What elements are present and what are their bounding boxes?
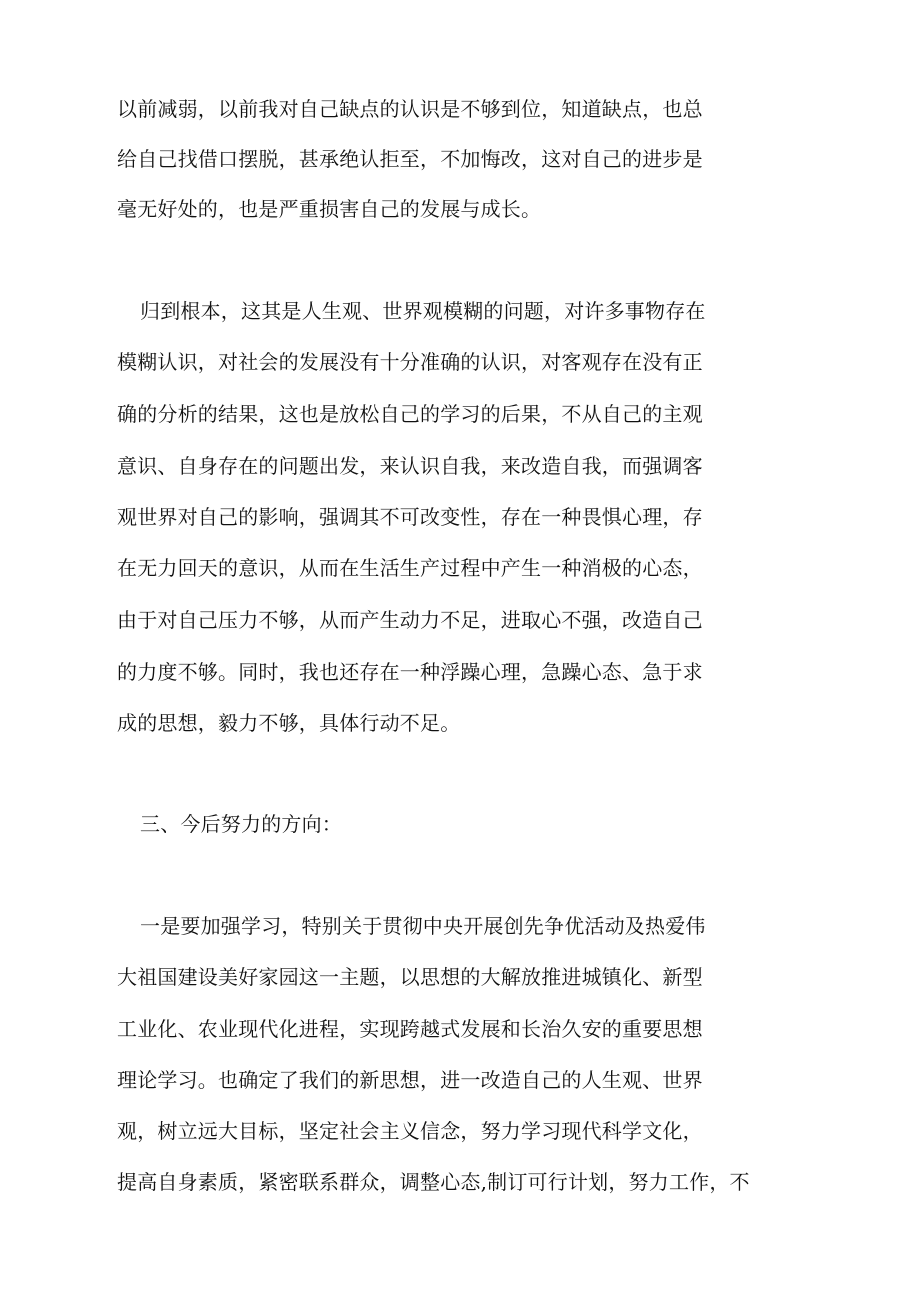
paragraph-2-line-5: 观世界对自己的影响，强调其不可改变性，存在一种畏惧心理，存 bbox=[117, 505, 703, 529]
paragraph-1-line-2: 给自己找借口摆脱，甚承绝认拒至，不加悔改，这对自己的进步是 bbox=[117, 147, 703, 171]
paragraph-2-line-3: 确的分析的结果，这也是放松自己的学习的后果，不从自己的主观 bbox=[117, 402, 703, 426]
paragraph-3-line-3: 工业化、农业现代化进程，实现跨越式发展和长治久安的重要思想 bbox=[117, 1017, 703, 1041]
paragraph-2-line-1: 归到根本，这其是人生观、世界观模糊的问题，对许多事物存在 bbox=[140, 299, 706, 323]
paragraph-2-line-2: 模糊认识，对社会的发展没有十分准确的认识，对客观存在没有正 bbox=[117, 350, 703, 374]
paragraph-3-line-1: 一是要加强学习，特别关于贯彻中央开展创先争优活动及热爱伟 bbox=[140, 914, 706, 938]
paragraph-1-line-1: 以前减弱，以前我对自己缺点的认识是不够到位，知道缺点，也总 bbox=[117, 97, 703, 121]
paragraph-2-line-4: 意识、自身存在的问题出发，来认识自我，来改造自我，而强调客 bbox=[117, 454, 703, 478]
paragraph-2-line-7: 由于对自己压力不够，从而产生动力不足，进取心不强，改造自己 bbox=[117, 608, 703, 632]
paragraph-3-line-2: 大祖国建设美好家园这一主题，以思想的大解放推进城镇化、新型 bbox=[117, 965, 703, 989]
paragraph-2-line-6: 在无力回天的意识，从而在生活生产过程中产生一种消极的心态， bbox=[117, 556, 703, 580]
paragraph-3-line-6: 提高自身素质，紧密联系群众，调整心态,制订可行计划，努力工作，不 bbox=[117, 1170, 750, 1194]
paragraph-2-line-8: 的力度不够。同时，我也还存在一种浮躁心理，急躁心态、急于求 bbox=[117, 660, 703, 684]
paragraph-3-line-5: 观，树立远大目标，坚定社会主义信念，努力学习现代科学文化， bbox=[117, 1119, 703, 1143]
paragraph-1-line-3: 毫无好处的，也是严重损害自己的发展与成长。 bbox=[117, 197, 542, 221]
paragraph-2-line-9: 成的思想，毅力不够，具体行动不足。 bbox=[117, 711, 461, 735]
section-heading: 三、今后努力的方向： bbox=[140, 812, 342, 836]
paragraph-3-line-4: 理论学习。也确定了我们的新思想，进一改造自己的人生观、世界 bbox=[117, 1068, 703, 1092]
